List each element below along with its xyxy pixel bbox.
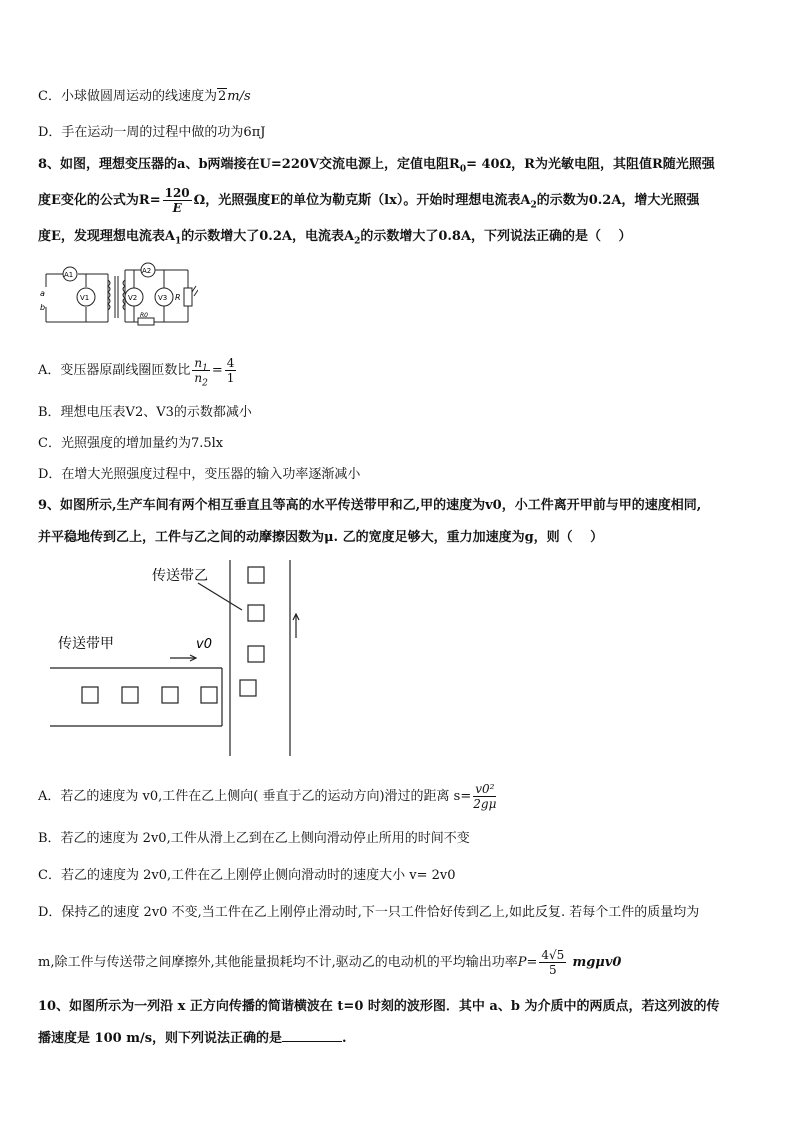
q8-option-b: B．理想电压表V2、V3的示数都减小 <box>38 405 252 420</box>
q9-conveyor-diagram <box>50 556 320 760</box>
q9-power-fraction: $\frac{4√5}{5}$ <box>541 948 565 977</box>
q8-terminal-b: b <box>40 303 46 312</box>
q9-distance-fraction: $\frac{\text{v0²}}{2g\mu}$ <box>473 782 497 811</box>
q8-ammeter-a1-label: A1 <box>64 271 74 279</box>
q9-belt-b-label: 传送带乙 <box>152 568 208 584</box>
q8-circuit-diagram <box>38 262 198 326</box>
q8-ratio-fraction-right: $\frac{4}{1}$ <box>226 356 235 385</box>
q8-stem-line2: 度E变化的公式为R= $\frac{120}{E}$ Ω，光照强度E的单位为勒克斯（lx）。开始时理想电流表$A_2$的示数为0.2A，增大光照强 <box>38 186 700 215</box>
q8-option-d: D．在增大光照强度过程中，变压器的输入功率逐渐减小 <box>38 467 361 482</box>
q9-stem-line1: 9、如图所示,生产车间有两个相互垂直且等高的水平传送带甲和乙,甲的速度为v0，小工件离开甲前与甲的速度相同, <box>38 498 702 513</box>
q8-voltmeter-v3-label: V3 <box>158 294 168 302</box>
q10-stem-line2: 播速度是 100 m/s，则下列说法正确的是 . <box>38 1031 347 1046</box>
q9-option-b: B．若乙的速度为 2v0,工件从滑上乙到在乙上侧向滑动停止所用的时间不变 <box>38 831 470 846</box>
q8-formula-fraction: $\frac{120}{E}$ <box>164 186 190 215</box>
q9-velocity-v0-label: v0 <box>196 637 212 652</box>
q8-stem-line3: 度E，发现理想电流表$A_1$的示数增大了0.2A，电流表$A_2$的示数增大了0.8A，下列说法正确的是（ ） <box>38 229 632 247</box>
q9-stem-line2: 并平稳地传到乙上，工件与乙之间的动摩擦因数为μ. 乙的宽度足够大，重力加速度为g，则（ ） <box>38 530 604 545</box>
q8-voltmeter-v2-label: V2 <box>128 294 138 302</box>
q9-option-a: A．若乙的速度为 v0,工件在乙上侧向( 垂直于乙的运动方向)滑过的距离 s= $\frac{\text{v0²}}{2g\mu}$ <box>38 782 497 811</box>
q8-ratio-fraction-left: $\frac{n_1}{n_2}$ <box>194 356 208 389</box>
q8-voltmeter-v1-label: V1 <box>80 294 90 302</box>
q7-option-c: C．小球做圆周运动的线速度为2m/s <box>38 89 251 104</box>
q9-option-c: C．若乙的速度为 2v0,工件在乙上刚停止侧向滑动时的速度大小 v= 2v0 <box>38 868 456 883</box>
q8-photoresistor-r-label: R <box>175 293 181 302</box>
q8-stem-line1: 8、如图，理想变压器的a、b两端接在U=220V交流电源上，定值电阻$R_0= 40\Omega$，R为光敏电阻，其阻值R随光照强 <box>38 157 715 175</box>
q8-terminal-a: a <box>40 289 45 298</box>
q9-belt-a-label: 传送带甲 <box>58 636 114 652</box>
q7-option-d: D．手在运动一周的过程中做的功为6πJ <box>38 125 266 140</box>
q8-option-c: C．光照强度的增加量约为7.5lx <box>38 436 224 451</box>
q8-option-a: A．变压器原副线圈匝数比 $\frac{n_1}{n_2}$ = $\frac{4}{1}$ <box>38 356 235 389</box>
q8-resistor-r0-label: R0 <box>140 312 148 319</box>
q10-stem-line1: 10、如图所示为一列沿 x 正方向传播的简谐横波在 t=0 时刻的波形图．其中 a、b 为介质中的两质点，若这列波的传 <box>38 999 720 1014</box>
q9-option-d-line2: m,除工件与传送带之间摩擦外,其他能量损耗均不计,驱动乙的电动机的平均输出功率P= $\frac{4√5}{5}$ mgμv0 <box>38 948 622 977</box>
q10-answer-blank[interactable] <box>282 1029 342 1042</box>
q8-ammeter-a2-label: A2 <box>142 267 152 275</box>
q9-option-d-line1: D．保持乙的速度 2v0 不变,当工件在乙上刚停止滑动时,下一只工件恰好传到乙上,如此反复. 若每个工件的质量均为 <box>38 905 700 920</box>
